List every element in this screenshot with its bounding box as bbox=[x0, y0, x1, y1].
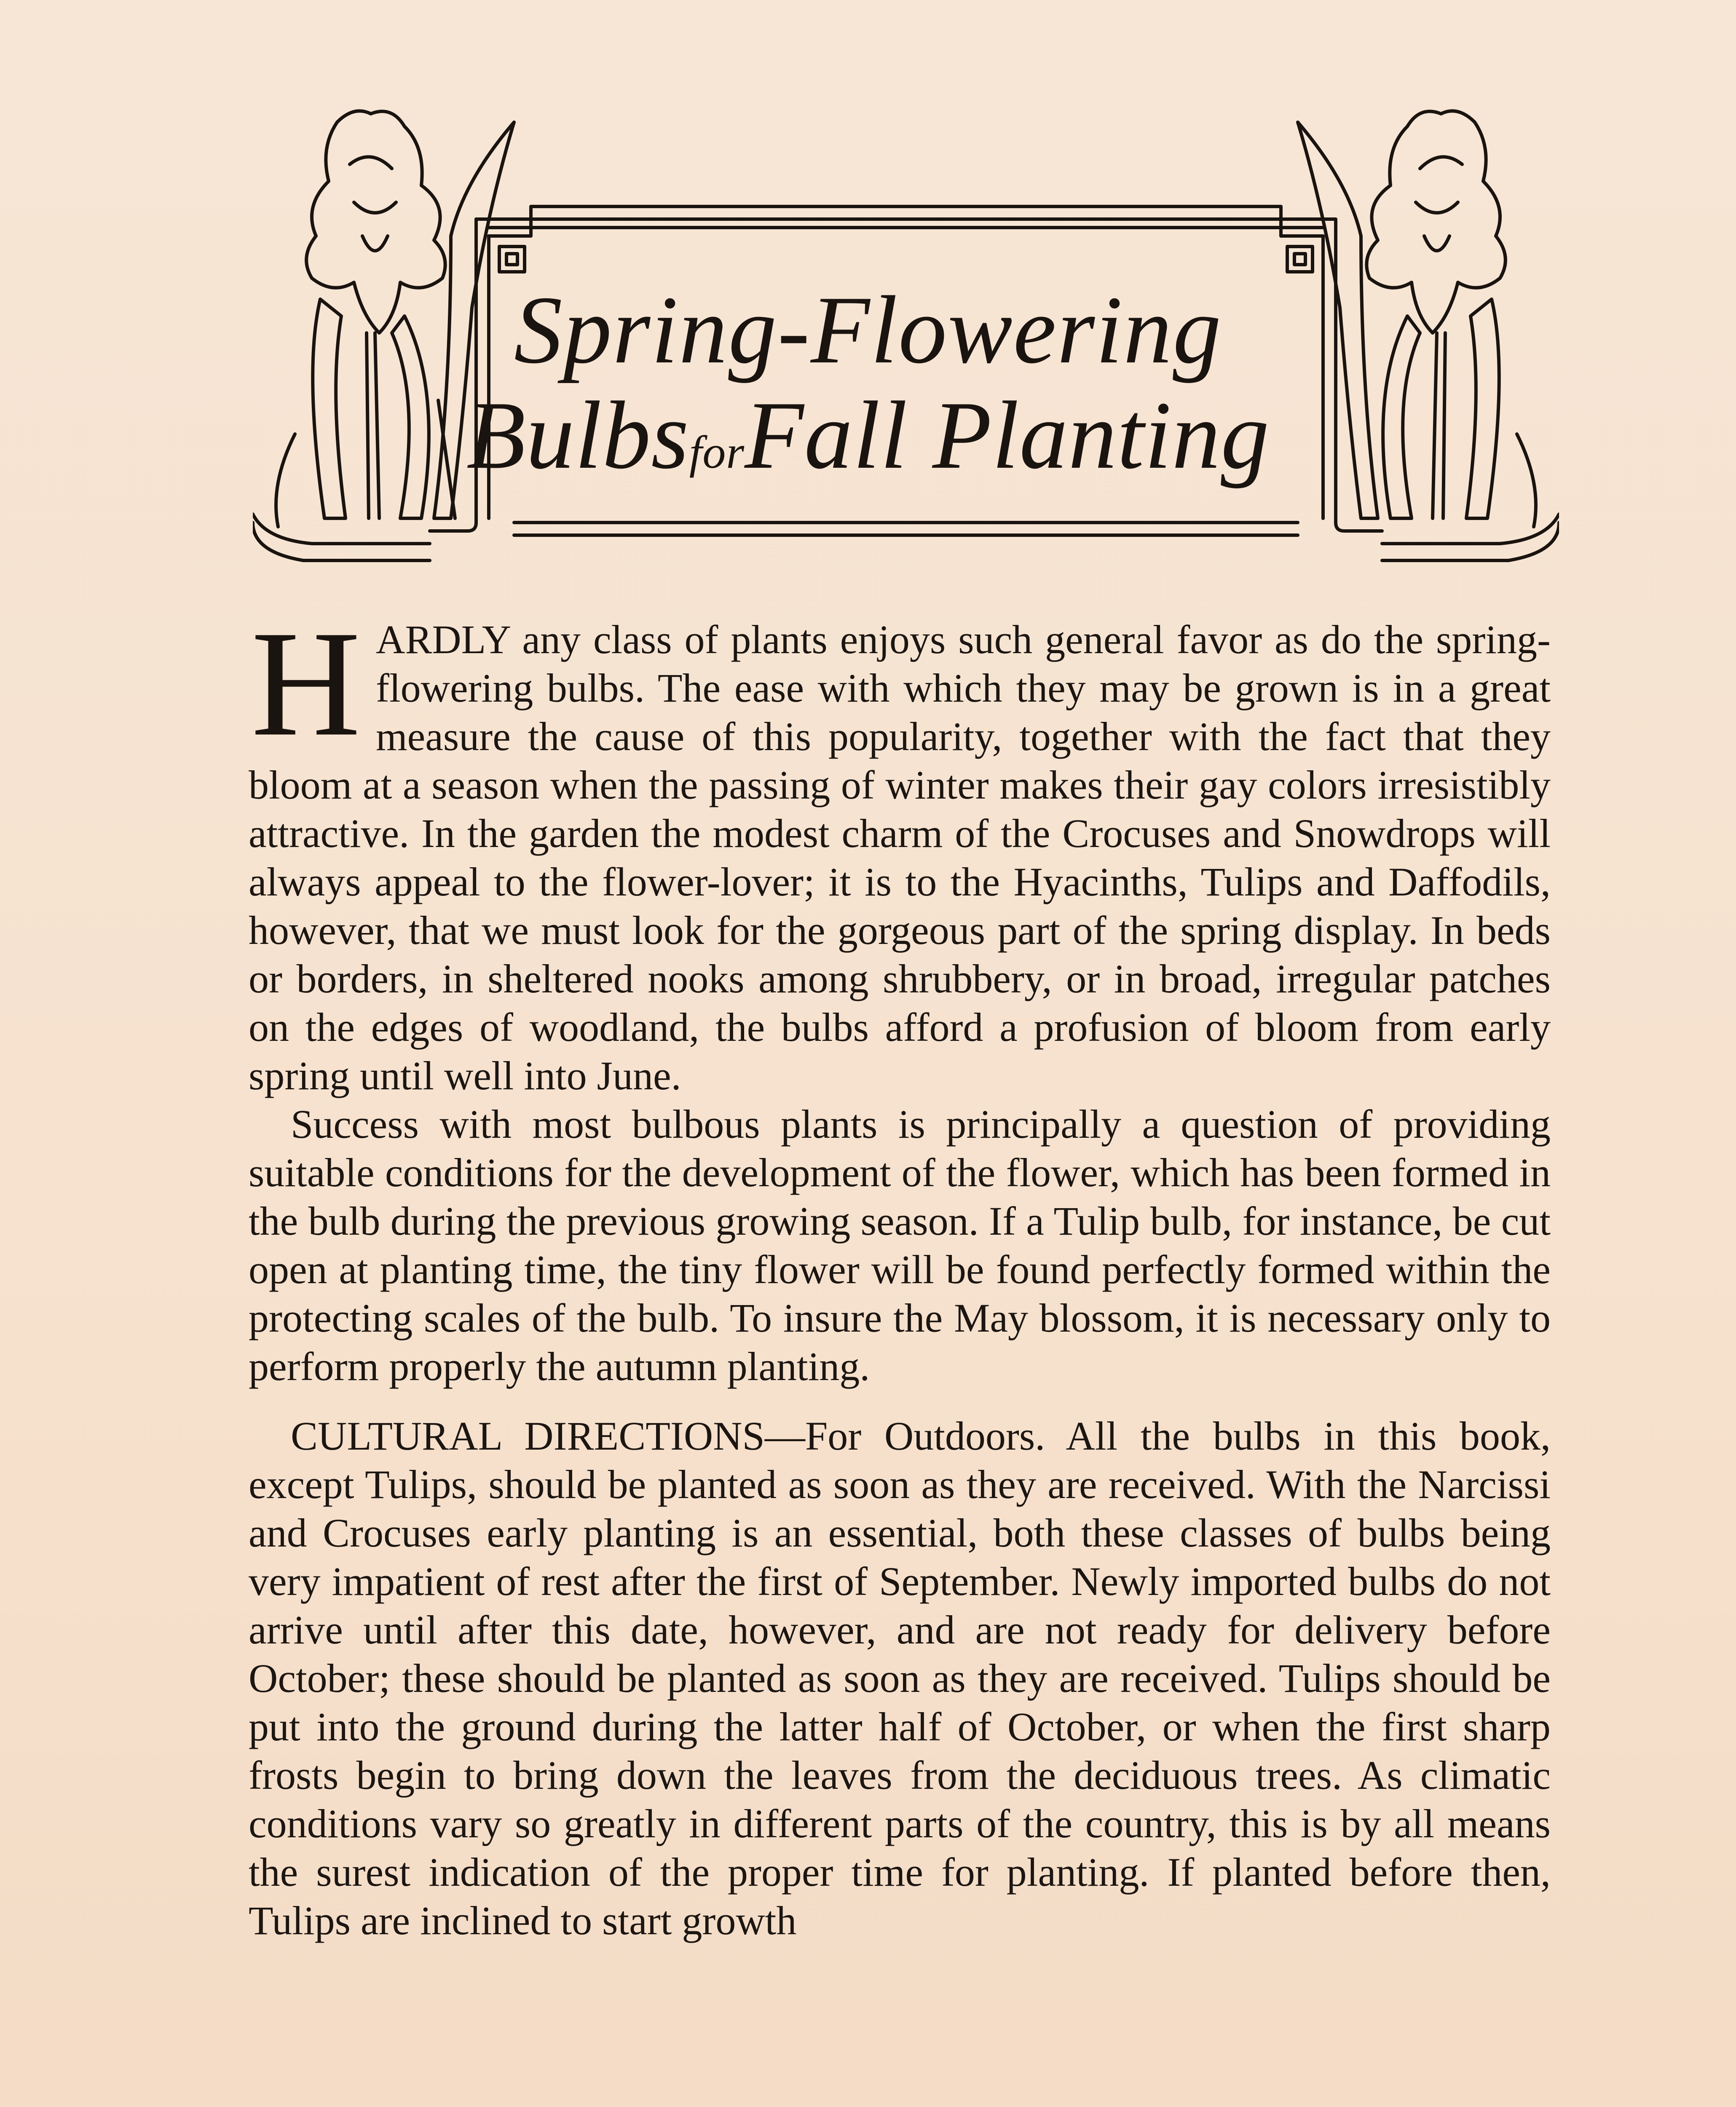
section-heading: CULTURAL DIRECTIONS—For Outdoors. bbox=[291, 1413, 1045, 1458]
body-text bbox=[249, 599, 1551, 1945]
paragraph-1-text: ARDLY any class of plants enjoys such general favor as do the spring-flowering bulbs. The ease with which they may be grown is in a great measure the cause of this popularity, together with the fact that they bloom at a season when the passing of winter makes their gay colors irresistibly attractive. In the garden the modest charm of the Crocuses and Snowdrops will always appeal to the flower-lover; it is to the Hyacinths, Tulips and Daffodils, however, that we must look for the gorgeous part of the spring display. In beds or borders, in sheltered nooks among shrubbery, or in broad, irregular patches on the edges of woodland, the bulbs afford a profusion of bloom from early spring until well into June. bbox=[249, 617, 1551, 1098]
page-title-line-2 bbox=[0, 379, 1736, 491]
page-title-line-1: Spring-Flowering bbox=[514, 276, 1222, 383]
title-word-for: for bbox=[689, 426, 745, 478]
paragraph-1 bbox=[249, 599, 1551, 1100]
drop-cap: H bbox=[251, 599, 361, 767]
title-words-fall-planting: Fall Planting bbox=[745, 381, 1270, 489]
paragraph-3 bbox=[249, 1412, 1551, 1945]
paragraph-2: Success with most bulbous plants is principally a question of providing suitable conditions for the development of the flower, which has been formed in the bulb during the previous growing season. If a Tulip bulb, for instance, be cut open at planting time, the tiny flower will be found perfectly formed within the protecting scales of the bulb. To insure the May blossom, it is necessary only to perform properly the autumn planting. bbox=[249, 1102, 1551, 1389]
paragraph-3-text: All the bulbs in this book, except Tulips, should be planted as soon as they are received. With the Narcissi and Crocuses early planting is an essential, both these classes of bulbs being very impatient of rest after the first of September. Newly imported bulbs do not arrive until after this date, however, and are not ready for delivery before October; these should be planted as soon as they are received. Tulips should be put into the ground during the latter half of October, or when the first sharp frosts begin to bring down the leaves from the deciduous trees. As climatic conditions vary so greatly in different parts of the country, this is by all means the surest indication of the proper time for planting. If planted before then, Tulips are inclined to start growth bbox=[249, 1413, 1551, 1943]
title-word-bulbs: Bulbs bbox=[466, 381, 689, 489]
